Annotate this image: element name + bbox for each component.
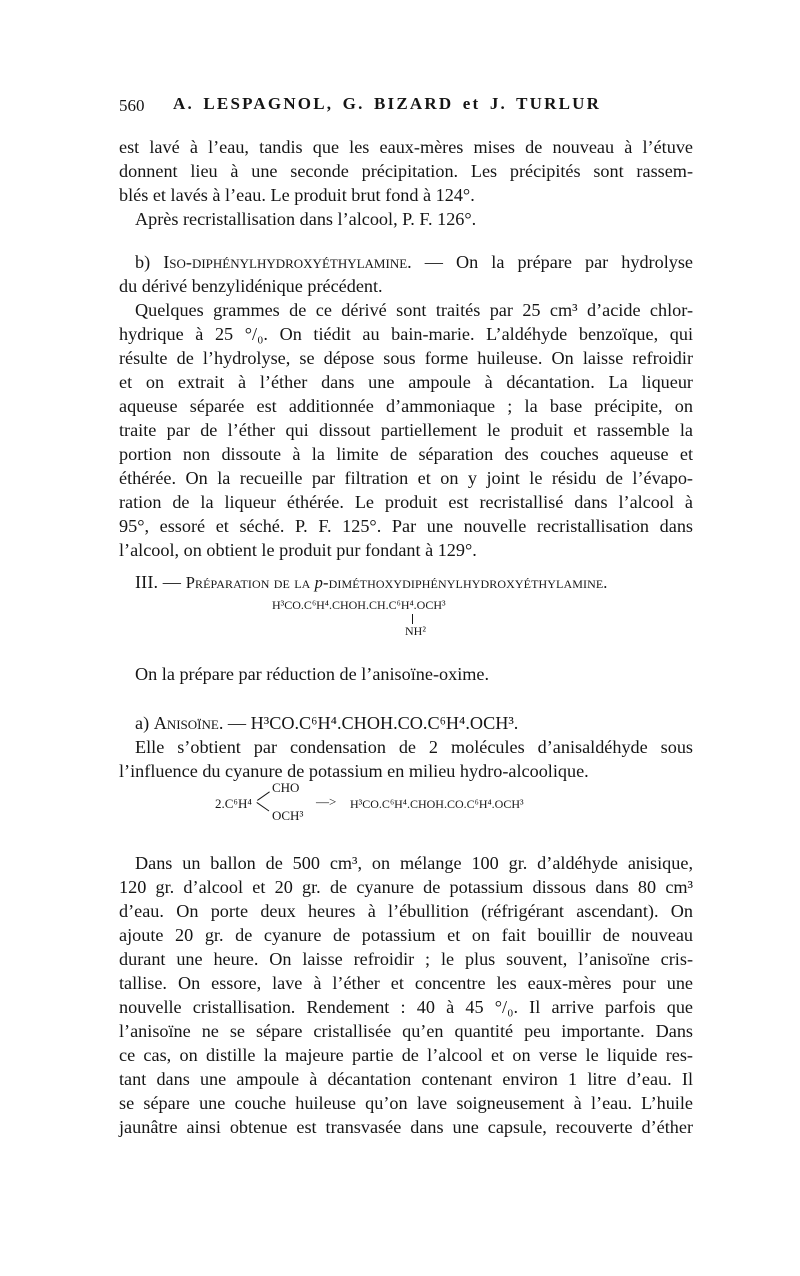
body-line: se sépare une couche huileuse qu’on lave soigneusement à l’eau. L’huile: [119, 1093, 693, 1113]
formula-bond: [412, 614, 413, 624]
formula-substituent: NH²: [405, 624, 426, 638]
section-title: Iso-diphénylhydroxyéthylamine.: [163, 252, 412, 272]
section-b-heading: [135, 250, 693, 274]
reaction-substituent-bottom: OCH³: [272, 808, 304, 823]
section-numeral: III.: [135, 572, 159, 592]
body-line: l’alcool, on obtient le produit pur fondant à 129°.: [119, 540, 477, 560]
body-line: tant dans une ampoule à décantation contenant environ 1 litre d’eau. Il: [119, 1069, 693, 1089]
body-line: durant une heure. On laisse refroidir ; le plus souvent, l’anisoïne cris-: [119, 949, 693, 969]
section-formula: — H³CO.C⁶H⁴.CHOH.CO.C⁶H⁴.OCH³.: [223, 713, 519, 733]
body-line: donnent lieu à une seconde précipitation. Les précipités sont rassem-: [119, 161, 693, 181]
body-line: l’anisoïne ne se sépare cristallisée qu’en quantité peu importante. Dans: [119, 1021, 693, 1041]
section-title: Anisoïne.: [153, 713, 224, 733]
section-letter: a): [135, 713, 150, 733]
body-line: jaunâtre ainsi obtenue est transvasée dans une capsule, recouverte d’éther: [119, 1117, 693, 1137]
body-line: On la prépare par réduction de l’anisoïne-oxime.: [135, 664, 490, 684]
reaction-product: H³CO.C⁶H⁴.CHOH.CO.C⁶H⁴.OCH³: [350, 797, 524, 811]
section-iii-heading: [135, 570, 693, 594]
reaction-reactant: 2.C⁶H⁴: [215, 796, 252, 811]
section-title-a: Préparation de la: [185, 573, 315, 592]
page-header: [119, 96, 695, 122]
body-line: hydrique à 25 °/₀. On tiédit au bain-marie. L’aldéhyde benzoïque, qui: [119, 324, 693, 344]
body-line: résulte de l’hydrolyse, se dépose sous forme huileuse. On laisse refroidir: [119, 348, 693, 368]
section-title-b: -diméthoxydiphénylhydroxyéthylamine.: [323, 573, 608, 592]
formula-bond: [257, 791, 270, 800]
section-title-italic-p: p: [314, 573, 323, 592]
body-line: Dans un ballon de 500 cm³, on mélange 100 gr. d’aldéhyde anisique,: [135, 853, 693, 873]
body-line: l’influence du cyanure de potassium en milieu hydro-alcoolique.: [119, 761, 589, 781]
body-line: Elle s’obtient par condensation de 2 molécules d’anisaldéhyde sous: [135, 737, 693, 757]
body-line: d’eau. On porte deux heures à l’ébullition (réfrigérant ascendant). On: [119, 901, 693, 921]
section-a-heading: [135, 711, 693, 735]
body-line: et on extrait à l’éther dans une ampoule à décantation. La liqueur: [119, 372, 693, 392]
body-line: 95°, essoré et séché. P. F. 125°. Par une nouvelle recristallisation dans: [119, 516, 693, 536]
body-line: portion non dissoute à la limite de séparation des couches aqueuse et: [119, 444, 693, 464]
running-title: A. LESPAGNOL, G. BIZARD et J. TURLUR: [173, 94, 602, 113]
structural-formula: H³CO.C⁶H⁴.CHOH.CH.C⁶H⁴.OCH³: [272, 598, 446, 612]
page-number: 560: [119, 96, 145, 115]
body-line: du dérivé benzylidénique précédent.: [119, 276, 383, 296]
section-heading-rest: — On la prépare par hydrolyse: [411, 252, 694, 272]
body-line: aqueuse séparée est additionnée d’ammoniaque ; la base précipite, on: [119, 396, 693, 416]
body-line: 120 gr. d’alcool et 20 gr. de cyanure de potassium dissous dans 80 cm³: [119, 877, 693, 897]
body-line: traite par de l’éther qui dissout partiellement le produit et rassemble la: [119, 420, 693, 440]
body-line: ration de la liqueur éthérée. Le produit est recristallisé dans l’alcool à: [119, 492, 693, 512]
body-line: ce cas, on distille la majeure partie de l’alcool et on verse le liquide res-: [119, 1045, 693, 1065]
body-line: nouvelle cristallisation. Rendement : 40 à 45 °/₀. Il arrive parfois que: [119, 997, 693, 1017]
body-line: tallise. On essore, lave à l’éther et concentre les eaux-mères pour une: [119, 973, 693, 993]
section-letter: b): [135, 252, 151, 272]
reaction-substituent-top: CHO: [272, 780, 300, 795]
reaction-arrow-icon: —>: [316, 794, 337, 809]
body-line: est lavé à l’eau, tandis que les eaux-mères mises de nouveau à l’étuve: [119, 137, 693, 157]
body-line: Quelques grammes de ce dérivé sont traités par 25 cm³ d’acide chlor-: [135, 300, 693, 320]
body-line: ajoute 20 gr. de cyanure de potassium et on fait bouillir de nouveau: [119, 925, 693, 945]
body-line: Après recristallisation dans l’alcool, P. F. 126°.: [135, 209, 477, 229]
section-dash: —: [158, 572, 186, 592]
formula-bond: [256, 802, 269, 811]
body-line: éthérée. On la recueille par filtration et on y joint le résidu de l’évapo-: [119, 468, 693, 488]
body-line: blés et lavés à l’eau. Le produit brut fond à 124°.: [119, 185, 475, 205]
